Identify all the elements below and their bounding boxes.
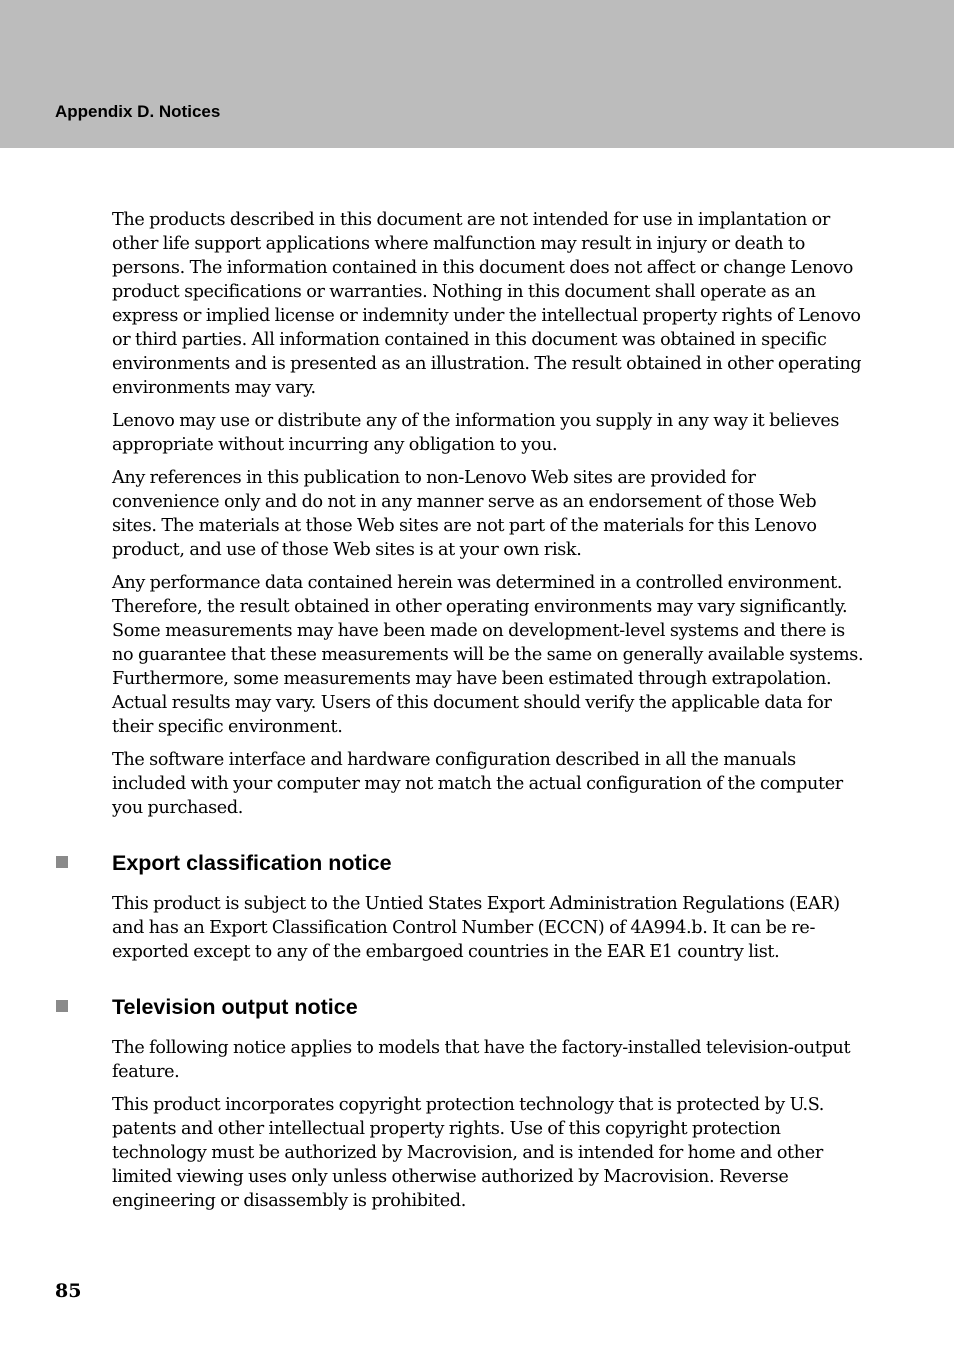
paragraph-tv-notice-applies: The following notice applies to models that have the factory-installed television-output feature. [112,1038,851,1082]
paragraph-export-regulations: This product is subject to the Untied States Export Administration Regulations (EAR) and has an Export Classification Control Number (ECCN) of 4A994.b. It can be re-exported except to any of the embargoed countries in the EAR E1 country list. [112,894,840,962]
paragraph-performance-data: Any performance data contained herein was determined in a controlled environment. Therefore, the result obtained in other operating environments may vary significantly. Some measurements may have been made on development-level systems and there is no guarantee that these measurements will be the same on generally available systems. Furthermore, some measurements may have been estimated through extrapolation. Actual results may vary. Users of this document should verify the applicable data for their specific environment. [112,573,864,737]
chapter-title: Appendix D. Notices [55,102,221,121]
section-heading: Television output notice [112,995,358,1019]
paragraph-information-use: Lenovo may use or distribute any of the information you supply in any way it believes appropriate without incurring any obligation to you. [112,411,840,455]
paragraph-life-support: The products described in this document are not intended for use in implantation or other life support applications where malfunction may result in injury or death to persons. The information contained in this document does not affect or change Lenovo product specifications or warranties. Nothing in this document shall operate as an express or implied license or indemnity under the intellectual property rights of Lenovo or third parties. All information contained in this document was obtained in specific environments and is presented as an illustration. The result obtained in other operating environments may vary. [112,210,862,398]
page-content [112,208,864,1222]
paragraph-configuration: The software interface and hardware configuration described in all the manuals included with your computer may not match the actual configuration of the computer you purchased. [112,750,843,818]
header-band [0,0,954,148]
square-bullet-icon [56,856,68,868]
paragraph-copyright-protection: This product incorporates copyright protection technology that is protected by U.S. patents and other intellectual property rights. Use of this copyright protection technology must be authorized by Macrovision, and is intended for home and other limited viewing uses only unless otherwise authorized by Macrovision. Reverse engineering or disassembly is prohibited. [112,1095,825,1211]
section-heading: Export classification notice [112,851,392,875]
paragraph-web-sites: Any references in this publication to non-Lenovo Web sites are provided for convenience only and do not in any manner serve as an endorsement of those Web sites. The materials at those Web sites are not part of the materials for this Lenovo product, and use of those Web sites is at your own risk. [112,468,817,560]
square-bullet-icon [56,1000,68,1012]
section-export-classification [112,848,864,964]
section-television-output [112,992,864,1213]
page-number: 85 [55,1280,82,1302]
